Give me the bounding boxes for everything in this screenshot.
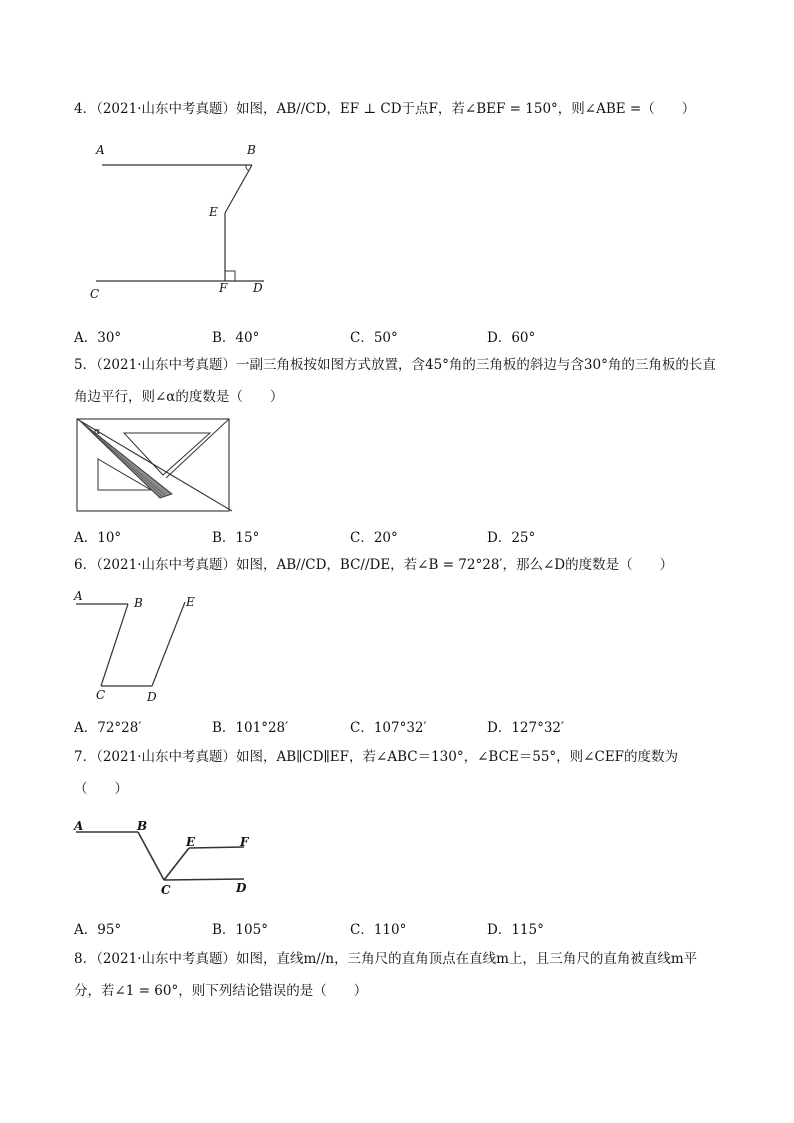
q4-label-B: B (247, 143, 256, 157)
question-7-stem-line-1: 7．（2021·山东中考真题）如图，AB∥CD∥EF，若∠ABC＝130°，∠BCE＝55°，则∠CEF的度数为 (74, 749, 679, 765)
q6-label-B: B (134, 596, 143, 610)
q7-option-b[interactable]: B．105° (212, 922, 268, 938)
q4-option-c[interactable]: C．50° (350, 330, 398, 346)
q4-label-E: E (209, 205, 218, 219)
q4-label-A: A (96, 143, 105, 157)
q6-option-c[interactable]: C．107°32′ (350, 720, 427, 736)
question-8-stem-line-2: 分，若∠1 = 60°，则下列结论错误的是（ ） (74, 983, 368, 999)
question-5-stem-line-2: 角边平行，则∠α的度数是（ ） (74, 389, 284, 405)
q4-label-F: F (219, 281, 228, 295)
q7-label-D: D (236, 881, 247, 895)
q5-option-a[interactable]: A．10° (74, 530, 122, 546)
q5-label-alpha: α (94, 427, 101, 437)
question-6-figure (70, 588, 210, 708)
q7-option-d[interactable]: D．115° (487, 922, 544, 938)
q7-option-c[interactable]: C．110° (350, 922, 407, 938)
question-7-stem-line-2: （ ） (74, 781, 128, 797)
q5-option-d[interactable]: D．25° (487, 530, 536, 546)
q6-option-d[interactable]: D．127°32′ (487, 720, 565, 736)
q6-label-C: C (96, 688, 106, 702)
q7-label-A: A (74, 819, 84, 833)
question-5-figure (76, 418, 238, 514)
q4-option-a[interactable]: A．30° (74, 330, 122, 346)
q5-option-b[interactable]: B．15° (212, 530, 260, 546)
question-8-stem-line-1: 8．（2021·山东中考真题）如图，直线m//n，三角尺的直角顶点在直线m上，且三角尺的直角被直线m平 (74, 951, 698, 967)
q7-label-C: C (161, 883, 171, 897)
q6-label-E: E (186, 595, 195, 609)
q6-option-a[interactable]: A．72°28′ (74, 720, 142, 736)
q6-label-A: A (74, 589, 83, 603)
question-6-stem: 6．（2021·山东中考真题）如图，AB//CD，BC//DE，若∠B = 72°28′，那么∠D的度数是（ ） (74, 557, 674, 573)
question-7-figure (72, 816, 262, 900)
q7-option-a[interactable]: A．95° (74, 922, 122, 938)
q6-label-D: D (147, 690, 157, 704)
q7-label-B: B (137, 819, 148, 833)
q4-label-C: C (90, 287, 100, 301)
q7-label-F: F (240, 835, 249, 849)
q4-option-d[interactable]: D．60° (487, 330, 536, 346)
question-5-stem-line-1: 5．（2021·山东中考真题）一副三角板按如图方式放置，含45°角的三角板的斜边与含30°角的三角板的长直 (74, 357, 716, 373)
q7-label-E: E (186, 835, 196, 849)
q5-option-c[interactable]: C．20° (350, 530, 398, 546)
q4-label-D: D (253, 281, 263, 295)
q4-option-b[interactable]: B．40° (212, 330, 260, 346)
question-4-figure (86, 140, 286, 305)
question-4-stem: 4．（2021·山东中考真题）如图，AB//CD，EF ⊥ CD于点F，若∠BEF = 150°，则∠ABE =（ ） (74, 101, 696, 117)
q6-option-b[interactable]: B．101°28′ (212, 720, 289, 736)
